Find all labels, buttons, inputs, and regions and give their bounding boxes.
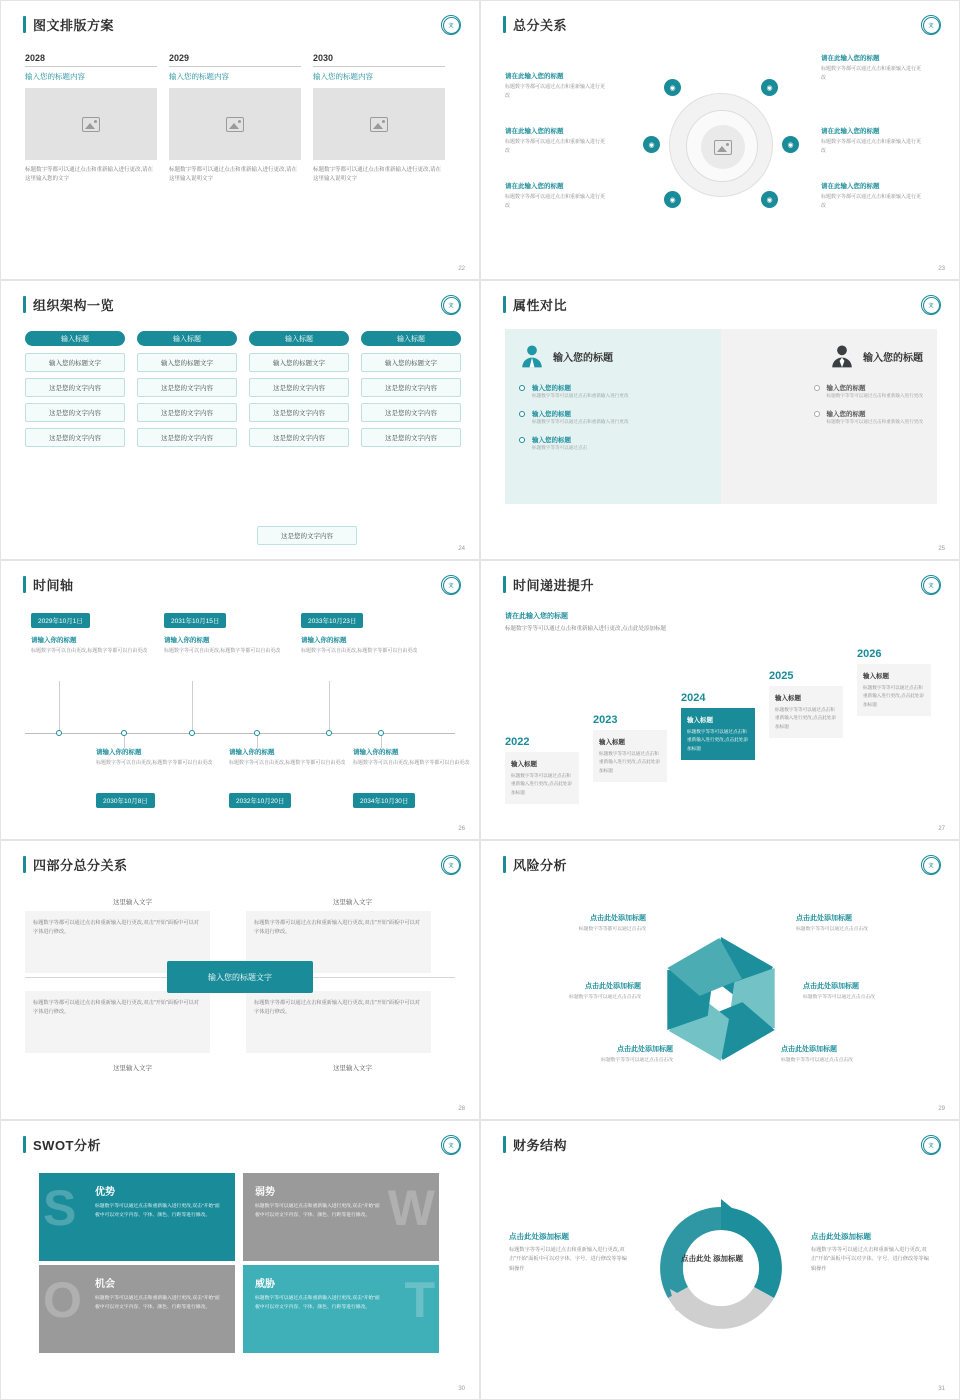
callout-left[interactable]: [509, 1231, 631, 1274]
step-item[interactable]: [769, 670, 843, 738]
swot-matrix: [39, 1173, 439, 1353]
item-title: 输入您的标题: [826, 385, 866, 392]
item-body: 标题数字等等可以通过点击和重新输入进行更改: [826, 418, 923, 424]
item-title: 输入您的标题: [532, 385, 571, 392]
step-box[interactable]: [593, 730, 667, 782]
page-number: 27: [938, 826, 945, 832]
timeline-card[interactable]: [96, 747, 214, 768]
connector-line: [329, 681, 330, 733]
card-body: 标题数字等可以自由更改,标题数字等都可以自由更改: [301, 648, 418, 654]
page-number: 26: [458, 826, 465, 832]
bullet-dot-icon: [814, 385, 820, 391]
step-title: 输入标题: [687, 717, 713, 724]
timeline-axis: [25, 733, 455, 734]
step-box[interactable]: [769, 686, 843, 738]
title-accent-bar: [503, 576, 506, 593]
list-item[interactable]: 这是您的文字内容: [249, 403, 349, 422]
center-label-text: 点击此处 添加标题: [680, 1254, 744, 1263]
step-body: 标题数字等等可以通过点击和重新输入进行更改,点击此处添加标题: [511, 773, 572, 795]
ring-mid: [686, 110, 758, 182]
step-body: 标题数字等等可以通过点击和重新输入进行更改,点击此处添加标题: [687, 729, 748, 751]
subtitle: 输入您的标题内容: [313, 72, 373, 81]
pane-title: 输入您的标题: [553, 352, 613, 364]
node-icon[interactable]: ◉: [761, 79, 778, 96]
slide-22[interactable]: [0, 0, 480, 280]
timeline-marker: [326, 730, 332, 736]
callout-item[interactable]: [803, 981, 933, 1002]
org-column[interactable]: [249, 331, 349, 453]
callout-body: 标题数字等等可以通过点击点击改: [601, 1058, 673, 1063]
card-body: 标题数字等可以自由更改,标题数字等都可以自由更改: [353, 760, 470, 766]
brand-logo: 文: [441, 295, 461, 315]
image-icon: [714, 140, 732, 155]
org-column[interactable]: [361, 331, 461, 453]
card-title: 请输入你的标题: [301, 637, 347, 644]
timeline-date[interactable]: 2031年10月15日: [164, 613, 226, 628]
image-icon: [370, 117, 388, 132]
card-body: 标题数字等可以自由更改,标题数字等都可以自由更改: [164, 648, 281, 654]
pane-left[interactable]: [505, 329, 721, 504]
list-item[interactable]: [735, 409, 923, 426]
callout-body: 标题数字等等可以通过点击点击改: [781, 1058, 853, 1063]
subtitle: 输入您的标题内容: [169, 72, 229, 81]
lead-text: [505, 611, 685, 635]
callout-body: 标题数字等等可以通过点击点击改: [796, 927, 868, 932]
center-title-box[interactable]: 输入您的标题文字: [167, 961, 313, 993]
timeline-card[interactable]: [353, 747, 471, 768]
list-item[interactable]: 这是您的文字内容: [249, 428, 349, 447]
node-icon[interactable]: ◉: [782, 136, 799, 153]
item-title: 输入您的标题: [532, 436, 571, 444]
image-text-columns: [25, 53, 445, 185]
timeline-card[interactable]: [31, 635, 149, 656]
callout-body: 标题数字等都可以通过点击和重新输入进行更改: [821, 66, 922, 81]
column-item[interactable]: [169, 53, 301, 185]
callout-title: 点击此处添加标题: [585, 983, 641, 990]
list-item[interactable]: 这是您的文字内容: [361, 428, 461, 447]
swot-letter: S: [43, 1180, 77, 1236]
timeline-marker: [378, 730, 384, 736]
item-body: 标题数字等等可以通过点击和重新输入进行更改: [532, 393, 629, 398]
callout-body: 标题数字等等可以通过点击和重新输入进行更改,双击"开始"面板中可以对字体、字号、进行修改等等编辑操作: [509, 1247, 627, 1272]
image-placeholder[interactable]: [25, 88, 157, 160]
item-body: 标题数字等等可以通过点击: [532, 444, 588, 450]
list-item[interactable]: 这是您的文字内容: [137, 403, 237, 422]
swot-quadrant-threat[interactable]: [243, 1265, 439, 1353]
timeline-marker: [121, 730, 127, 736]
center-label[interactable]: [679, 1253, 745, 1264]
callout-right[interactable]: [811, 1231, 933, 1274]
title-accent-bar: [503, 856, 506, 873]
body-text: 标题数字等都可以通过点击和重新输入进行更改,请在这里输入说明文字: [313, 167, 442, 183]
page-number: 25: [938, 546, 945, 552]
year-label: 2028: [25, 53, 46, 63]
page-title: 时间递进提升: [503, 575, 594, 594]
quadrant-label[interactable]: 这里输入文字: [113, 899, 152, 906]
list-item[interactable]: 这是您的文字内容: [25, 378, 125, 397]
node-icon[interactable]: ◉: [761, 191, 778, 208]
quadrant-label[interactable]: 这里输入文字: [333, 1065, 372, 1072]
step-box[interactable]: [681, 708, 755, 760]
brand-logo: 文: [441, 15, 461, 35]
brand-logo: 文: [921, 855, 941, 875]
callout-item[interactable]: [516, 913, 646, 934]
pane-right[interactable]: [721, 329, 937, 504]
body-text: 标题数字等都可以通过点击和重新输入进行更改,请在这里输入您的文字: [25, 167, 154, 183]
node-icon[interactable]: ◉: [643, 136, 660, 153]
swot-letter: T: [404, 1272, 435, 1328]
callout-title: 点击此处添加标题: [781, 1046, 837, 1053]
list-item[interactable]: [735, 383, 923, 400]
timeline-card[interactable]: [164, 635, 282, 656]
page-number: 29: [938, 1106, 945, 1112]
callout-item[interactable]: [796, 913, 926, 934]
title-accent-bar: [23, 1136, 26, 1153]
slide-30[interactable]: [0, 1120, 480, 1400]
quadrant-box[interactable]: 标题数字等都可以通过点击和重新输入进行更改,双击"开始"面板中可以对字体进行修改。: [25, 991, 210, 1053]
card-body: 标题数字等可以自由更改,标题数字等都可以自由更改: [96, 760, 213, 766]
callout-title: 请在此输入您的标题: [505, 128, 564, 135]
callout-item[interactable]: [505, 181, 605, 211]
divider: [169, 66, 301, 67]
image-icon: [82, 117, 100, 132]
step-title: 输入标题: [599, 739, 625, 746]
quadrant-title: 威胁: [255, 1279, 275, 1290]
step-box[interactable]: [857, 664, 931, 716]
step-year: 2022: [505, 736, 530, 748]
callout-body: 标题数字等都可以通过点击和重新输入进行更改: [505, 139, 606, 154]
connector-line: [59, 681, 60, 733]
title-accent-bar: [503, 16, 506, 33]
slide-28[interactable]: [0, 840, 480, 1120]
female-avatar-icon: [519, 343, 545, 369]
title-accent-bar: [503, 296, 506, 313]
column-header[interactable]: 输入标题: [249, 331, 349, 346]
callout-title: 点击此处添加标题: [796, 915, 852, 922]
callout-item[interactable]: [821, 181, 921, 211]
step-year: 2024: [681, 692, 706, 704]
pane-title: 输入您的标题: [863, 352, 923, 364]
timeline-marker: [189, 730, 195, 736]
list-item[interactable]: 输入您的标题文字: [25, 353, 125, 372]
callout-body: 标题数字等都可以通过点击和重新输入进行更改: [821, 194, 922, 209]
callout-title: 请在此输入您的标题: [821, 55, 880, 62]
brand-logo: 文: [441, 575, 461, 595]
brand-logo: 文: [921, 1135, 941, 1155]
extra-cell-wrap: [257, 526, 357, 551]
brand-logo: 文: [921, 15, 941, 35]
page-number: 31: [938, 1386, 945, 1392]
step-year: 2026: [857, 648, 882, 660]
page-title: 四部分总分关系: [23, 855, 128, 874]
step-item[interactable]: [505, 736, 579, 804]
card-body: 标题数字等可以自由更改,标题数字等都可以自由更改: [31, 648, 148, 654]
org-column[interactable]: [25, 331, 125, 453]
callout-title: 点击此处添加标题: [811, 1232, 871, 1241]
image-placeholder[interactable]: [313, 88, 445, 160]
step-box[interactable]: [505, 752, 579, 804]
item-body: 标题数字等等可以通过点击和重新输入进行更改: [826, 393, 923, 398]
quadrant-body: 标题数字等可以通过点击和重新输入进行更改,双击"开始"面板中可以对文字内容、字体、颜色、行距等进行修改。: [255, 1296, 380, 1310]
column-item[interactable]: [25, 53, 157, 185]
page-title: 财务结构: [503, 1135, 567, 1154]
step-item[interactable]: [593, 714, 667, 782]
callout-body: 标题数字等等可以通过点击和重新输入进行更改,双击"开始"面板中可以对字体、字号、进行修改等等编辑操作: [811, 1247, 929, 1272]
card-title: 请输入你的标题: [31, 637, 77, 644]
timeline-date[interactable]: 2029年10月1日: [31, 613, 90, 628]
title-accent-bar: [23, 296, 26, 313]
callout-title: 请在此输入您的标题: [505, 183, 564, 190]
page-number: 23: [938, 266, 945, 272]
bullet-dot-icon: [519, 437, 525, 443]
callout-item[interactable]: [821, 126, 921, 156]
timeline-date[interactable]: 2032年10月20日: [229, 793, 291, 808]
step-body: 标题数字等等可以通过点击和重新输入进行更改,点击此处添加标题: [599, 751, 660, 773]
item-title: 输入您的标题: [826, 410, 866, 418]
quadrant-box[interactable]: 标题数字等都可以通过点击和重新输入进行更改,双击"开始"面板中可以对字体进行修改。: [246, 991, 431, 1053]
page-title: 图文排版方案: [23, 15, 114, 34]
subtitle: 输入您的标题内容: [25, 72, 85, 81]
page-title: 风险分析: [503, 855, 567, 874]
step-body: 标题数字等等可以通过点击和重新输入进行更改,点击此处添加标题: [775, 707, 836, 729]
year-label: 2030: [313, 53, 334, 63]
quadrant-box[interactable]: 标题数字等都可以通过点击和重新输入进行更改,双击"开始"面板中可以对字体进行修改。: [246, 911, 431, 973]
divider: [25, 66, 157, 67]
column-item[interactable]: [313, 53, 445, 185]
list-item[interactable]: 这是您的文字内容: [25, 428, 125, 447]
swot-quadrant-opportunity[interactable]: [39, 1265, 235, 1353]
list-item[interactable]: 这是您的文字内容: [361, 378, 461, 397]
brand-logo: 文: [921, 295, 941, 315]
swot-quadrant-weakness[interactable]: [243, 1173, 439, 1261]
timeline-date[interactable]: 2030年10月8日: [96, 793, 155, 808]
slide-29[interactable]: [480, 840, 960, 1120]
timeline-marker: [56, 730, 62, 736]
list-item[interactable]: 这是您的文字内容: [25, 403, 125, 422]
body-text: 标题数字等都可以通过点击和重新输入进行更改,请在这里输入说明文字: [169, 167, 298, 183]
bullet-dot-icon: [519, 385, 525, 391]
callout-title: 点击此处添加标题: [590, 915, 646, 922]
column-header[interactable]: 输入标题: [361, 331, 461, 346]
list-item[interactable]: 输入您的标题文字: [249, 353, 349, 372]
connector-line: [381, 734, 382, 748]
timeline-date[interactable]: 2034年10月30日: [353, 793, 415, 808]
callout-item[interactable]: [821, 53, 921, 83]
quadrant-title: 弱势: [255, 1187, 275, 1198]
callout-body: 标题数字等都可以通过点击和重新输入进行更改: [505, 194, 606, 209]
item-title: 输入您的标题: [532, 410, 571, 418]
connector-line: [124, 734, 125, 748]
quadrant-title: 机会: [95, 1279, 115, 1290]
list-item[interactable]: [519, 435, 707, 452]
step-title: 输入标题: [863, 673, 889, 680]
quadrant-box[interactable]: 标题数字等都可以通过点击和重新输入进行更改,双击"开始"面板中可以对字体进行修改。: [25, 911, 210, 973]
title-accent-bar: [23, 576, 26, 593]
page-title: 组织架构一览: [23, 295, 114, 314]
slide-27[interactable]: [480, 560, 960, 840]
swot-letter: O: [43, 1272, 82, 1328]
step-year: 2025: [769, 670, 794, 682]
list-item[interactable]: 输入您的标题文字: [137, 353, 237, 372]
step-body: 标题数字等等可以通过点击和重新输入进行更改,点击此处添加标题: [863, 685, 924, 707]
title-accent-bar: [503, 1136, 506, 1153]
image-icon: [226, 117, 244, 132]
callout-title: 点击此处添加标题: [617, 1046, 673, 1053]
bullet-dot-icon: [814, 411, 820, 417]
page-number: 24: [458, 546, 465, 552]
list-item[interactable]: 这是您的文字内容: [361, 403, 461, 422]
quadrant-label[interactable]: 这里输入文字: [113, 1065, 152, 1072]
title-accent-bar: [23, 16, 26, 33]
column-header[interactable]: 输入标题: [25, 331, 125, 346]
column-header[interactable]: 输入标题: [137, 331, 237, 346]
quadrant-body: 标题数字等可以通过点击和重新输入进行更改,双击"开始"面板中可以对文字内容、字体、颜色、行距等进行修改。: [95, 1204, 220, 1218]
quadrant-body: 标题数字等可以通过点击和重新输入进行更改,双击"开始"面板中可以对文字内容、字体、颜色、行距等进行修改。: [95, 1296, 220, 1310]
page-title: 总分关系: [503, 15, 567, 34]
org-columns: [25, 331, 461, 453]
swot-letter: W: [387, 1180, 435, 1236]
callout-title: 点击此处添加标题: [509, 1232, 569, 1241]
node-icon[interactable]: ◉: [664, 79, 681, 96]
callout-item[interactable]: [543, 1044, 673, 1065]
item-body: 标题数字等等可以通过点击和重新输入进行更改: [532, 418, 629, 424]
page-title: 属性对比: [503, 295, 567, 314]
brand-logo: 文: [441, 1135, 461, 1155]
callout-title: 请在此输入您的标题: [821, 183, 880, 190]
page-number: 30: [458, 1386, 465, 1392]
page-number: 22: [458, 266, 465, 272]
connector-line: [257, 734, 258, 748]
timeline-date[interactable]: 2033年10月23日: [301, 613, 363, 628]
callout-title: 点击此处添加标题: [803, 983, 859, 990]
slide-26[interactable]: [0, 560, 480, 840]
callout-item[interactable]: [781, 1044, 911, 1065]
card-title: 请输入你的标题: [96, 749, 142, 756]
node-icon[interactable]: ◉: [664, 191, 681, 208]
comparison-panes: [505, 329, 937, 504]
slide-25[interactable]: [480, 280, 960, 560]
callout-body: 标题数字等等可以通过点击点击改: [803, 995, 875, 1000]
card-body: 标题数字等可以自由更改,标题数字等都可以自由更改: [229, 760, 346, 766]
brand-logo: 文: [441, 855, 461, 875]
callout-body: 标题数字等等可以通过点击点击改: [569, 995, 641, 1000]
list-item[interactable]: 这是您的文字内容: [137, 378, 237, 397]
callout-title: 请在此输入您的标题: [505, 73, 564, 80]
page-title: 时间轴: [23, 575, 74, 594]
step-title: 输入标题: [511, 761, 537, 768]
callout-item[interactable]: [505, 71, 605, 101]
page-title: SWOT分析: [23, 1135, 101, 1154]
pane-header: [735, 343, 923, 369]
timeline-marker: [254, 730, 260, 736]
cycle-diagram: [646, 1193, 796, 1343]
list-item[interactable]: 这是您的文字内容: [249, 378, 349, 397]
center-diagram: [669, 93, 773, 197]
list-item[interactable]: [519, 409, 707, 426]
title-accent-bar: [23, 856, 26, 873]
step-title: 输入标题: [775, 695, 801, 702]
step-item[interactable]: [857, 648, 931, 716]
lead-title: 请在此输入您的标题: [505, 613, 568, 620]
divider: [313, 66, 445, 67]
swot-quadrant-strength[interactable]: [39, 1173, 235, 1261]
callout-title: 请在此输入您的标题: [821, 128, 880, 135]
list-item[interactable]: [519, 383, 707, 400]
list-item[interactable]: 这是您的文字内容: [137, 428, 237, 447]
pane-header: [519, 343, 707, 369]
card-title: 请输入你的标题: [164, 637, 210, 644]
page-number: 28: [458, 1106, 465, 1112]
list-item[interactable]: 这是您的文字内容: [257, 526, 357, 545]
step-year: 2023: [593, 714, 618, 726]
callout-item[interactable]: [505, 126, 605, 156]
quadrant-body: 标题数字等可以通过点击和重新输入进行更改,双击"开始"面板中可以对文字内容、字体、颜色、行距等进行修改。: [255, 1204, 380, 1218]
slide-31[interactable]: [480, 1120, 960, 1400]
image-placeholder[interactable]: [169, 88, 301, 160]
quadrant-title: 优势: [95, 1187, 115, 1198]
male-avatar-icon: [829, 343, 855, 369]
step-item[interactable]: [681, 692, 755, 760]
quadrant-label[interactable]: 这里输入文字: [333, 899, 372, 906]
brand-logo: 文: [921, 575, 941, 595]
slide-23[interactable]: [480, 0, 960, 280]
lead-body: 标题数字等等可以通过点击和重新输入进行更改,点击此处添加标题: [505, 626, 667, 632]
bullet-dot-icon: [519, 411, 525, 417]
org-column[interactable]: [137, 331, 237, 453]
callout-item[interactable]: [511, 981, 641, 1002]
callout-body: 标题数字等等都可以通过点击改: [578, 927, 646, 932]
timeline-card[interactable]: [301, 635, 419, 656]
callout-body: 标题数字等都可以通过点击和重新输入进行更改: [821, 139, 922, 154]
slide-24[interactable]: [0, 280, 480, 560]
callout-body: 标题数字等都可以通过点击和重新输入进行更改: [505, 84, 606, 99]
list-item[interactable]: 输入您的标题文字: [361, 353, 461, 372]
timeline-card[interactable]: [229, 747, 347, 768]
card-title: 请输入你的标题: [229, 749, 275, 756]
connector-line: [192, 681, 193, 733]
card-title: 请输入你的标题: [353, 749, 399, 756]
ring-inner: [701, 125, 745, 169]
year-label: 2029: [169, 53, 190, 63]
